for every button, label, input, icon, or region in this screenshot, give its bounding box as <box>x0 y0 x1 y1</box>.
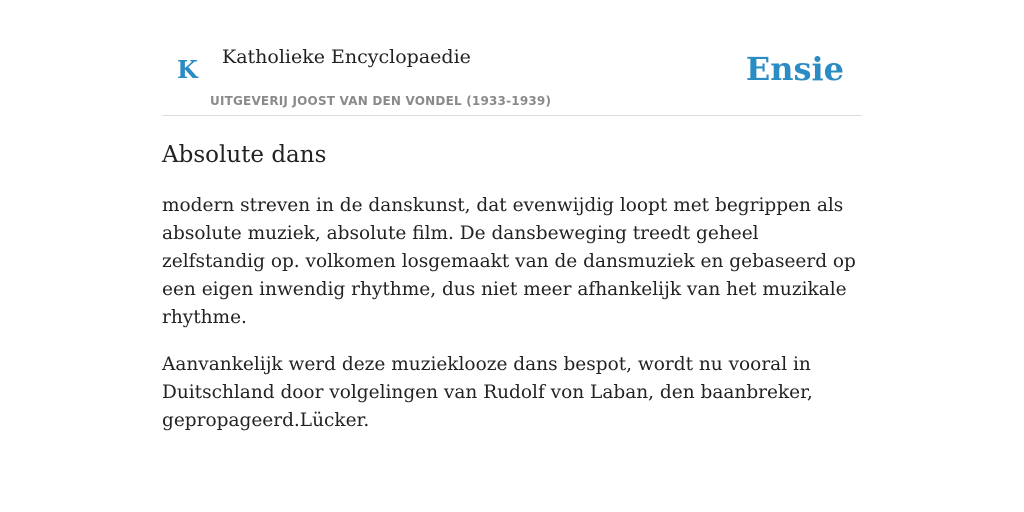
article-paragraph: Aanvankelijk werd deze muzieklooze dans bespot, wordt nu vooral in Duitschland door volgelingen van Rudolf von Laban, den baanbreker, gepropageerd.Lücker. <box>162 354 813 431</box>
site-title-link[interactable]: Katholieke Encyclopaedie <box>222 46 471 68</box>
page <box>162 0 862 435</box>
article <box>162 140 862 435</box>
article-title: Absolute dans <box>162 142 327 168</box>
publisher-subtitle: UITGEVERIJ JOOST VAN DEN VONDEL (1933-1939) <box>210 94 552 108</box>
encyclopedia-logo[interactable]: K <box>177 55 198 84</box>
ensie-brand-logo[interactable]: Ensie <box>745 50 844 88</box>
article-body <box>162 192 862 435</box>
site-header <box>162 0 862 116</box>
article-paragraph: modern streven in de danskunst, dat evenwijdig loopt met begrippen als absolute muziek, absolute film. De dansbeweging treedt geheel zelfstandig op. volkomen losgemaakt van de dansmuziek en gebaseerd op een eigen inwendig rhythme, dus niet meer afhankelijk van het muzikale rhythme. <box>162 195 856 328</box>
